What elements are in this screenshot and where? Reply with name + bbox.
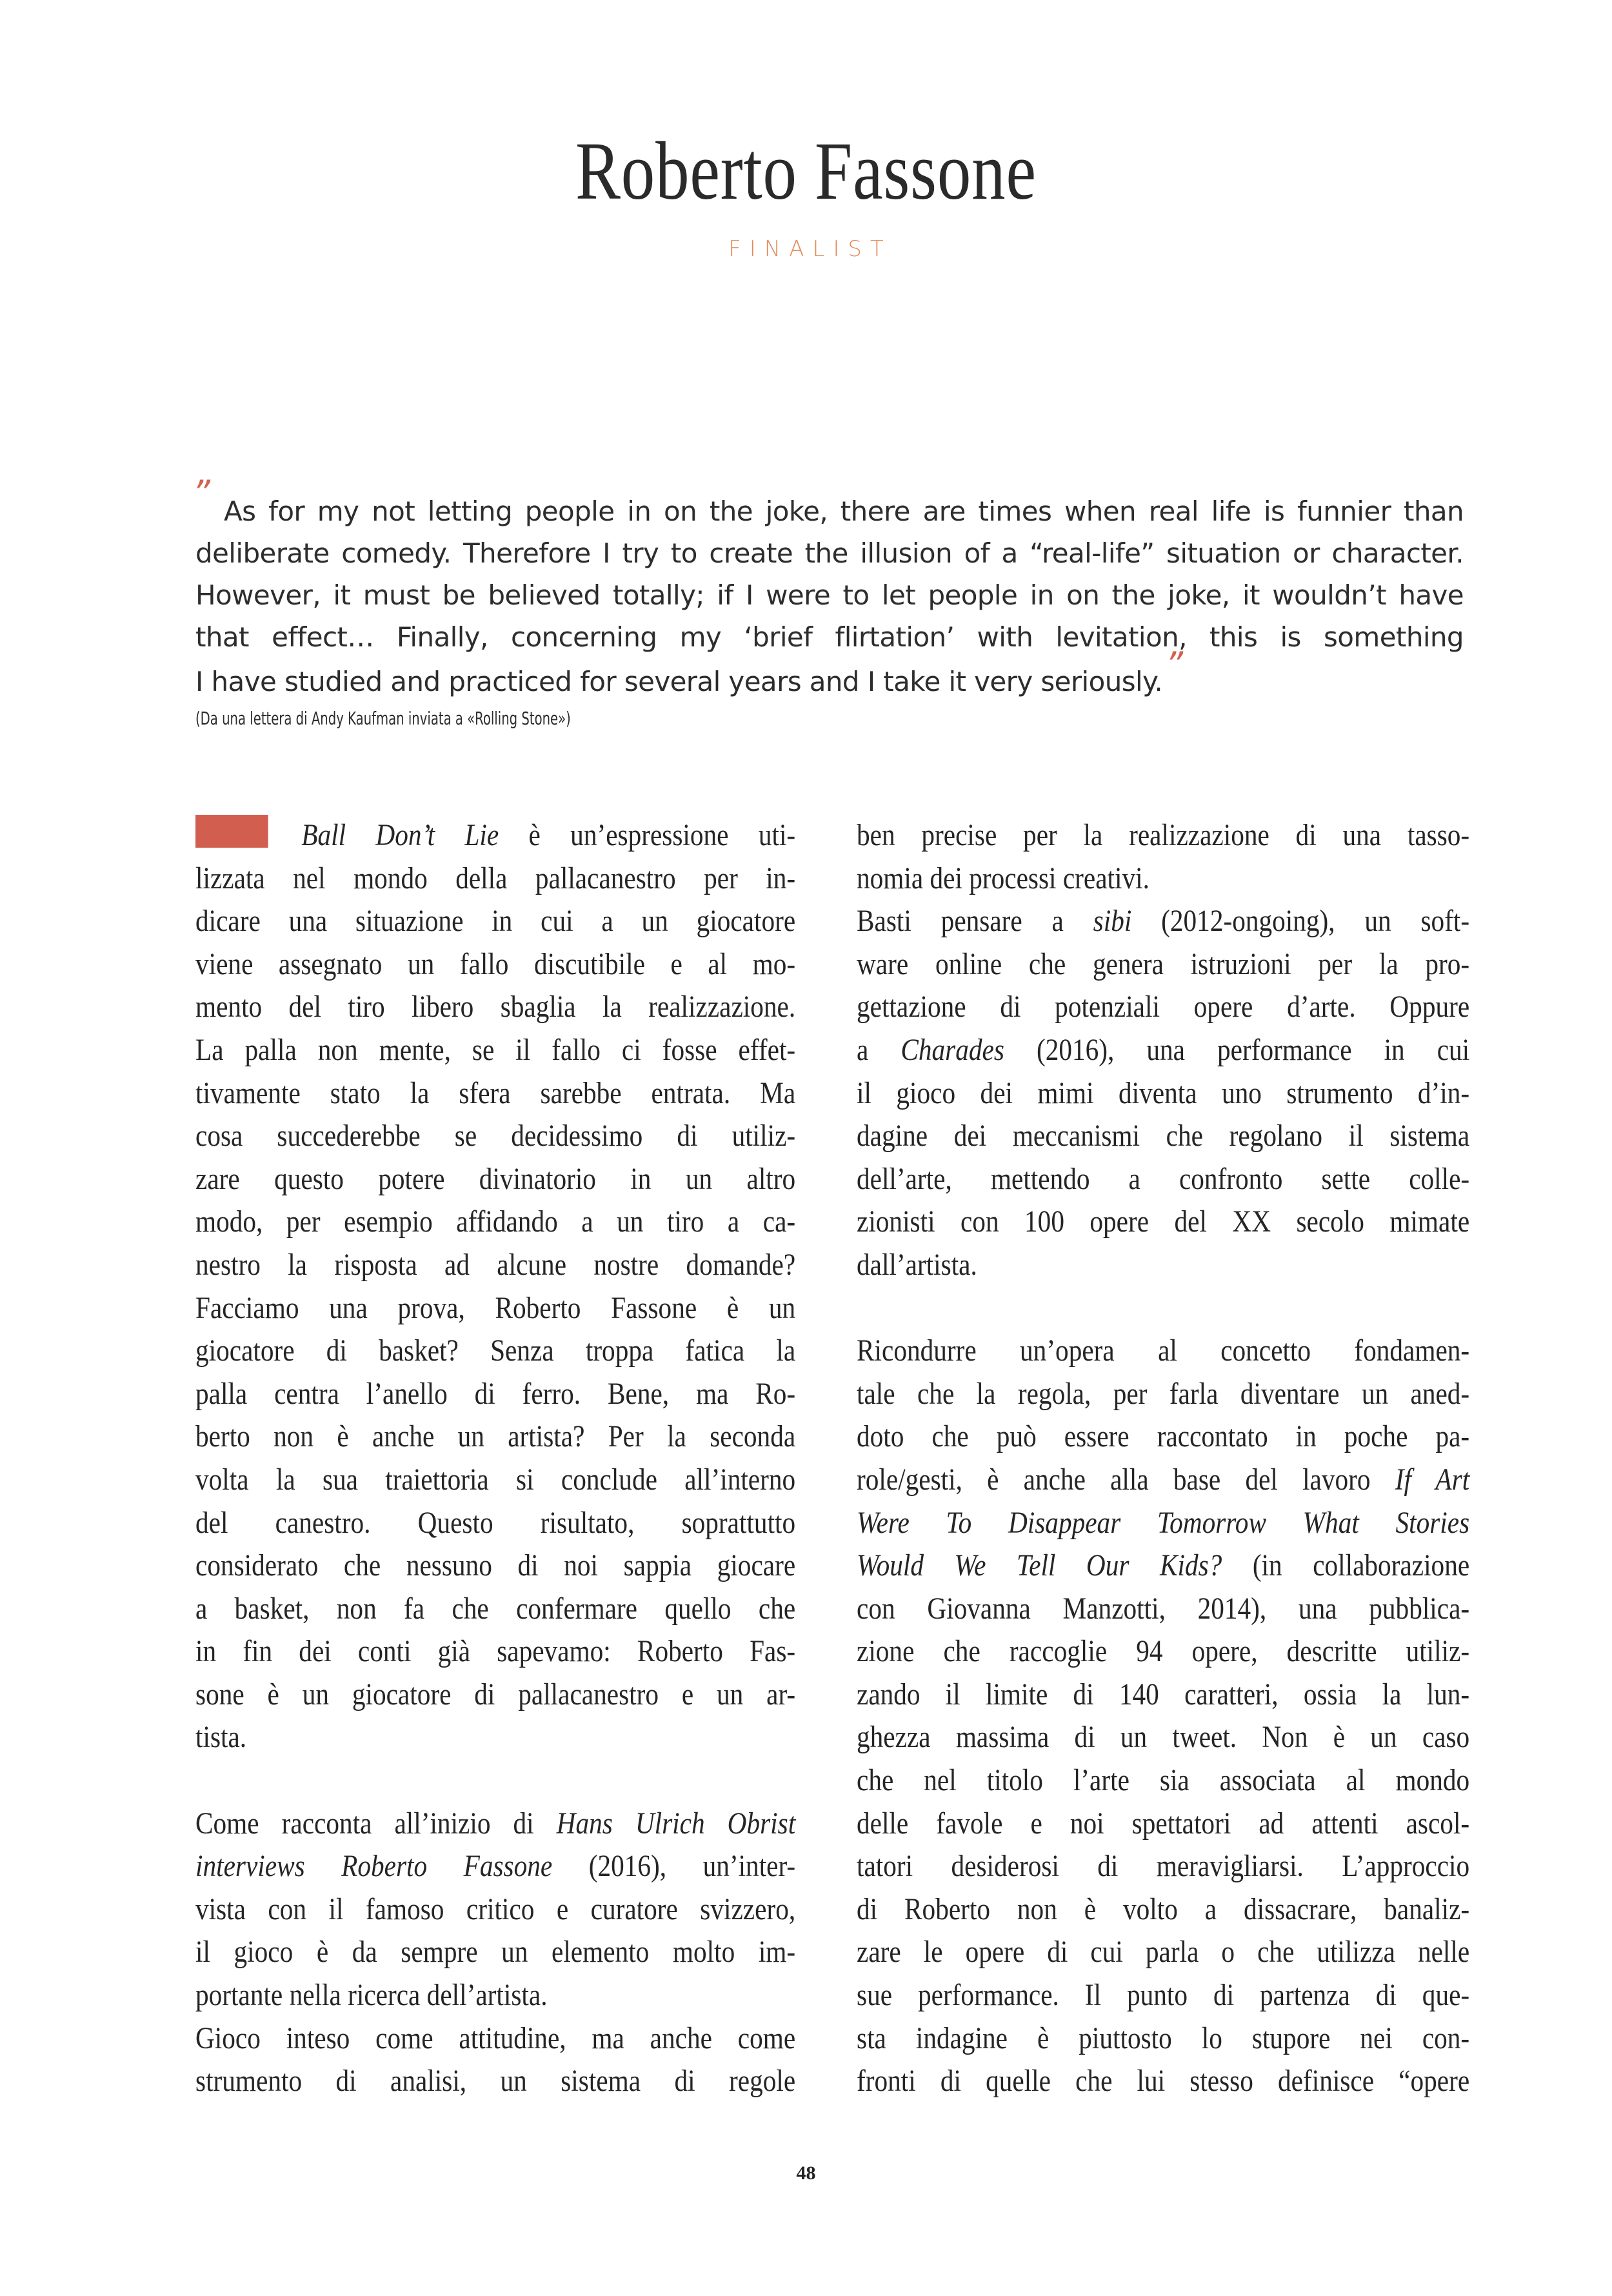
body-line [195,1502,795,1545]
body-text: strumento di analisi, un sistema di regole [195,2064,796,2099]
page-number: 48 [796,2162,816,2184]
body-text: tatori desiderosi di meravigliarsi. L’approccio [857,1849,1470,1884]
body-text: (2012-ongoing), un soft- [1131,904,1470,939]
paragraph-gap [857,1287,1469,1330]
body-text: fronti di quelle che lui stesso definisce “opere [857,2064,1470,2099]
body-text: Facciamo una prova, Roberto Fassone è un [195,1290,796,1325]
body-line [857,1459,1469,1502]
body-text: nestro la risposta ad alcune nostre domande? [195,1247,796,1282]
body-line [195,1716,795,1759]
body-line [195,1459,795,1502]
body-line [195,1630,795,1673]
body-line [857,1802,1469,1846]
body-text: ware online che genera istruzioni per la pro- [857,946,1470,981]
body-line [857,1716,1469,1759]
epigraph-line-text: I have studied and practiced for several years and I take it very seriously. [195,666,1163,697]
close-quote-mark-icon: ” [1165,644,1183,685]
body-line [195,814,795,857]
body-line [857,1673,1469,1717]
epigraph-quote [192,473,1464,700]
body-column-left [195,814,795,2103]
body-text: a [857,1032,901,1067]
body-line [195,1588,795,1631]
body-text: berto non è anche un artista? Per la seconda [195,1419,796,1454]
body-line [195,1802,795,1846]
italic-title: If Art [1395,1462,1470,1497]
body-line [195,1330,795,1373]
body-text: (in collaborazione [1222,1548,1470,1583]
body-text: zione che raccoglie 94 opere, descritte utiliz- [857,1634,1470,1669]
body-column-right [857,814,1469,2103]
open-quote-mark-icon: ” [192,473,210,514]
body-line [195,1974,795,2017]
body-line [857,943,1469,986]
body-text: il gioco dei mimi diventa uno strumento d’in- [857,1075,1470,1110]
body-text: modo, per esempio affidando a un tiro a ca- [195,1204,796,1239]
body-line [857,1244,1469,1287]
body-line [857,857,1469,901]
body-text: il gioco è da sempre un elemento molto im- [195,1935,796,1970]
body-line [195,1373,795,1416]
body-text: (2016), un’inter- [552,1849,796,1884]
body-line [857,1158,1469,1201]
body-line [857,1330,1469,1373]
body-line [857,2060,1469,2103]
body-text: sone è un giocatore di pallacanestro e un ar- [195,1677,796,1712]
body-line [857,1201,1469,1244]
body-line [195,1888,795,1932]
body-line [857,1888,1469,1932]
body-line [195,1158,795,1201]
body-text: che nel titolo l’arte sia associata al mondo [857,1763,1470,1798]
epigraph-line: As for my not letting people in on the joke, there are times when real life is funnier than [224,495,1464,527]
body-text: giocatore di basket? Senza troppa fatica la [195,1333,796,1368]
body-text: tale che la regola, per farla diventare un aned- [857,1376,1470,1411]
body-line [195,1415,795,1459]
body-text: mento del tiro libero sbaglia la realizzazione. [195,990,796,1024]
body-line [857,1544,1469,1588]
body-text: zare questo potere divinatorio in un altro [195,1161,796,1196]
epigraph-line-last [195,644,1464,700]
body-line [195,1287,795,1330]
italic-title: Would We Tell Our Kids? [857,1548,1222,1583]
italic-title: Ball Don’t Lie [301,818,499,852]
body-line [857,1974,1469,2017]
body-text: dagine dei meccanismi che regolano il sistema [857,1119,1470,1153]
body-line [195,857,795,901]
body-line [857,1931,1469,1974]
finalist-label: FINALIST [728,236,892,262]
body-line [857,1502,1469,1545]
body-text: doto che può essere raccontato in poche pa- [857,1419,1470,1454]
body-line [195,1673,795,1717]
body-text: dell’arte, mettendo a confronto sette colle- [857,1161,1470,1196]
body-text: palla centra l’anello di ferro. Bene, ma Ro- [195,1376,796,1411]
body-text: Ricondurre un’opera al concetto fondamen- [857,1333,1470,1368]
body-text: con Giovanna Manzotti, 2014), una pubblica- [857,1591,1470,1626]
body-text: cosa succederebbe se decidessimo di utiliz- [195,1119,796,1153]
body-line [857,986,1469,1029]
body-text: zionisti con 100 opere del XX secolo mimate [857,1204,1470,1239]
body-text: a basket, non fa che confermare quello che [195,1591,796,1626]
body-line [195,1029,795,1072]
body-line [195,986,795,1029]
body-line [195,2060,795,2103]
body-text: Basti pensare a [857,904,1093,939]
italic-title: interviews Roberto Fassone [195,1849,553,1884]
body-line [857,1759,1469,1802]
epigraph-source: (Da una lettera di Andy Kaufman inviata a «Rolling Stone») [195,708,571,729]
body-text: nomia dei processi creativi. [857,861,1149,895]
body-text: in fin dei conti già sapevamo: Roberto Fas- [195,1634,796,1669]
body-line [857,2017,1469,2061]
body-text: tivamente stato la sfera sarebbe entrata. Ma [195,1075,796,1110]
italic-title: Charades [901,1032,1004,1067]
body-text: dicare una situazione in cui a un giocatore [195,904,796,939]
body-text: zando il limite di 140 caratteri, ossia la lun- [857,1677,1470,1712]
body-line [857,1630,1469,1673]
body-text: del canestro. Questo risultato, soprattutto [195,1505,796,1540]
body-text: lizzata nel mondo della pallacanestro per in- [195,861,796,895]
body-line [195,1845,795,1888]
body-text: vista con il famoso critico e curatore svizzero, [195,1892,796,1926]
body-line [857,814,1469,857]
body-text: sta indagine è piuttosto lo stupore nei con- [857,2021,1470,2055]
body-line [857,1415,1469,1459]
body-line [195,1931,795,1974]
body-text: gettazione di potenziali opere d’arte. Oppure [857,990,1470,1024]
body-line [195,1115,795,1158]
body-text: è un’espressione uti- [499,818,796,852]
page-title: Roberto Fassone [575,125,1037,217]
epigraph-line: that effect… Finally, concerning my ‘brief flirtation’ with levitation, this is something [195,621,1464,653]
italic-title: sibi [1093,904,1132,939]
body-line [857,1072,1469,1115]
body-text: volta la sua traiettoria si conclude all’interno [195,1462,796,1497]
body-line [195,1244,795,1287]
body-line [857,1845,1469,1888]
body-text: di Roberto non è volto a dissacrare, banaliz- [857,1892,1470,1926]
body-text: Come racconta all’inizio di [195,1806,557,1841]
epigraph-line: However, it must be believed totally; if I were to let people in on the joke, it wouldn’t have [195,579,1464,611]
body-line [195,2017,795,2061]
body-text: ben precise per la realizzazione di una tasso- [857,818,1470,852]
italic-title: Were To Disappear Tomorrow What Stories [857,1505,1470,1540]
body-line [195,1544,795,1588]
body-line [857,1115,1469,1158]
body-line [195,1201,795,1244]
body-text: (2016), una performance in cui [1004,1032,1470,1067]
body-text: viene assegnato un fallo discutibile e al mo- [195,946,796,981]
italic-title: Hans Ulrich Obrist [556,1806,796,1841]
body-line [857,900,1469,943]
body-text: ghezza massima di un tweet. Non è un caso [857,1720,1470,1755]
body-line [857,1029,1469,1072]
paragraph-gap [195,1759,795,1802]
body-text: considerato che nessuno di noi sappia giocare [195,1548,796,1583]
body-text: portante nella ricerca dell’artista. [195,1978,548,2013]
body-text: zare le opere di cui parla o che utilizza nelle [857,1935,1470,1970]
body-line [857,1588,1469,1631]
body-text: sue performance. Il punto di partenza di que- [857,1978,1470,2013]
epigraph-line: deliberate comedy. Therefore I try to create the illusion of a “real-life” situation or character. [195,537,1464,569]
body-text: Gioco inteso come attitudine, ma anche come [195,2021,796,2055]
body-line [857,1373,1469,1416]
body-text: tista. [195,1720,247,1755]
body-line [195,943,795,986]
body-text: role/gesti, è anche alla base del lavoro [857,1462,1395,1497]
body-text: dall’artista. [857,1247,977,1282]
body-text: delle favole e noi spettatori ad attenti ascol- [857,1806,1470,1841]
red-accent-bar-icon [195,815,268,848]
body-line [195,900,795,943]
body-text: La palla non mente, se il fallo ci fosse effet- [195,1032,796,1067]
body-line [195,1072,795,1115]
